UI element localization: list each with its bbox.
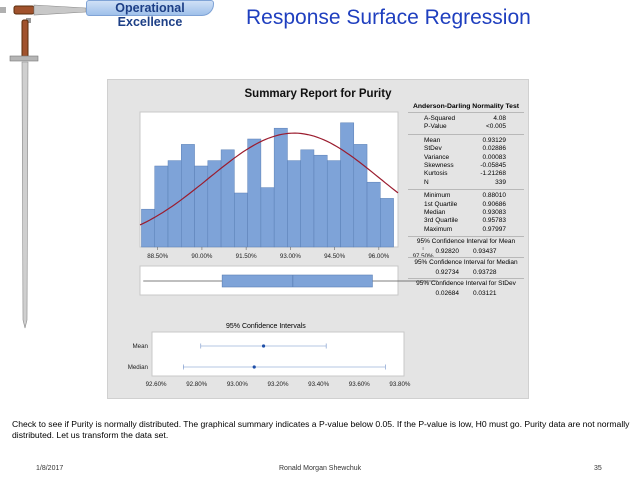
histogram-bar (327, 161, 340, 247)
stat-row: 3rd Quartile 0.95783 (424, 217, 506, 225)
histogram-bar (287, 161, 300, 247)
footer-page-number: 35 (594, 465, 602, 472)
histogram-chart (140, 112, 434, 262)
ci-x-tick-label: 93.40% (308, 381, 330, 388)
sword-icon (0, 0, 96, 330)
ci-stdev-title: 95% Confidence Interval for StDev (408, 278, 524, 289)
histogram-bar (248, 139, 261, 247)
ci-median-title: 95% Confidence Interval for Median (408, 257, 524, 268)
stat-row: Variance 0.00083 (424, 153, 506, 161)
ci-x-tick-label: 93.00% (226, 381, 248, 388)
moments-block (408, 134, 524, 189)
x-tick-label: 97.50% (412, 253, 434, 260)
histogram-bar (341, 123, 354, 247)
ci-stdev-values: 0.02684 0.03121 (435, 290, 497, 298)
stat-row: A-Squared 4.08 (424, 115, 506, 122)
ci-plot-area (152, 332, 404, 376)
stat-row: Median 0.93083 (424, 209, 506, 217)
boxplot-chart (140, 266, 398, 296)
slide-title: Response Surface Regression (246, 6, 531, 29)
histogram-bar (155, 166, 168, 247)
quantiles-block (408, 189, 524, 236)
box-iqr (222, 275, 372, 287)
ci-category-label: Median (127, 364, 148, 371)
histogram-bar (274, 128, 287, 247)
ci-chart-title: 95% Confidence Intervals (226, 323, 306, 330)
histogram-bar (261, 188, 274, 247)
histogram-bar (234, 193, 247, 247)
x-tick-label: 93.00% (279, 253, 301, 260)
ci-x-tick-label: 93.20% (267, 381, 289, 388)
histogram-bar (367, 182, 380, 247)
histogram-bar (168, 161, 181, 247)
report-title: Summary Report for Purity (244, 88, 392, 100)
ci-median-values: 0.92734 0.93728 (435, 269, 497, 277)
ci-x-tick-label: 92.60% (145, 381, 167, 388)
stat-row: N 339 (424, 178, 506, 186)
header-banner: Operational Excellence (86, 0, 214, 16)
ci-x-tick-label: 92.80% (186, 381, 208, 388)
histogram-bar (181, 144, 194, 247)
stat-row: Maximum 0.97997 (424, 225, 506, 233)
histogram-bar (141, 209, 154, 247)
normality-block (408, 112, 524, 134)
x-tick-label: 90.00% (191, 253, 213, 260)
ci-mean-title: 95% Confidence Interval for Mean (408, 236, 524, 247)
histogram-bar (314, 155, 327, 247)
ci-x-tick-label: 93.60% (348, 381, 370, 388)
stats-panel (408, 100, 524, 300)
histogram-bar (195, 166, 208, 247)
footer-date: 1/8/2017 (36, 465, 64, 472)
stat-row: P-Value <0.005 (424, 123, 506, 131)
histogram-bar (301, 150, 314, 247)
ci-x-tick-label: 93.80% (389, 381, 411, 388)
footer-author: Ronald Morgan Shewchuk (279, 465, 362, 472)
stat-row: Kurtosis -1.21268 (424, 170, 506, 178)
stat-row: Minimum 0.88010 (424, 192, 506, 200)
x-tick-label: 94.50% (324, 253, 346, 260)
histogram-bar (380, 198, 393, 247)
ci-center-point (262, 344, 265, 347)
slide-caption: Check to see if Purity is normally distributed. The graphical summary indicates a P-value below 0.05. If the P-value is low, H0 must go. Purity data are not normally distributed. Let us transform the data set. (12, 419, 630, 440)
ci-mean-values: 0.92820 0.93437 (435, 248, 497, 256)
x-tick-label: 88.50% (147, 253, 169, 260)
x-tick-label: 96.00% (368, 253, 390, 260)
ci-center-point (253, 365, 256, 368)
stat-row: Skewness -0.05845 (424, 162, 506, 170)
stat-row: 1st Quartile 0.90686 (424, 200, 506, 208)
histogram-bar (221, 150, 234, 247)
ci-category-label: Mean (132, 343, 148, 350)
stat-row: Mean 0.93129 (424, 136, 506, 144)
confidence-interval-chart (116, 310, 411, 394)
normality-test-title: Anderson-Darling Normality Test (413, 103, 519, 110)
x-tick-label: 91.50% (235, 253, 257, 260)
stat-row: StDev 0.02886 (424, 145, 506, 153)
